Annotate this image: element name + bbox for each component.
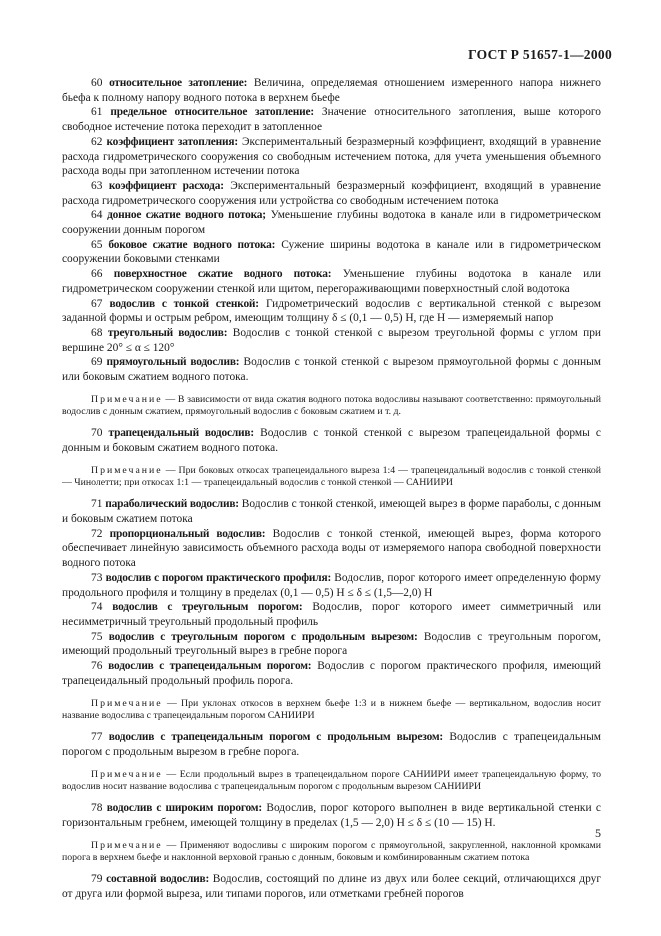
note-text: — Применяют водосливы с широким порогом с прямоугольной, закругленной, наклонной кромками порога в верхнем бьефе и наклонной верховой гранью с донным, боковым и комбинированным сжатием потока (62, 839, 601, 863)
term-name: водослив с треугольным порогом: (112, 601, 303, 614)
term-entry (62, 76, 601, 105)
term-name: относительное затопление: (109, 77, 248, 89)
term-name: предельное относительное затопление: (110, 106, 314, 119)
term-definition: Экспериментальный безразмерный коэффициент, входящий в уравнение расхода гидрометрического сооружения со свободным истечением потока, для учета уменьшения объемного расхода воды при затопленном истечении потока (62, 135, 601, 178)
term-name: прямоугольный водослив: (106, 356, 240, 369)
term-entry (62, 659, 601, 688)
term-name: коэффициент расхода: (108, 179, 224, 192)
note-text: — При боковых откосах трапецеидального выреза 1:4 — трапецеидальный водослив с тонкой стенкой — Чинолетти; при откосах 1:1 — трапецеидальный водослив с тонкой стенкой — САНИИРИ (62, 464, 601, 489)
term-number: 70 (91, 427, 103, 440)
term-name: водослив с порогом практического профиля: (105, 571, 332, 584)
term-definition: Водослив, состоящий по длине из двух или более секций, отличающихся друг от друга или формой выреза, или типами порогов, или отметками гребней порогов (62, 873, 601, 900)
term-definition: Водослив с тонкой стенкой, имеющей вырез в форме параболы, с донным и боковым сжатием потока (62, 498, 601, 526)
note-text: — В зависимости от вида сжатия водного потока водосливы называют соответственно: прямоугольный водослив с донным сжатием, прямоугольный водослив с боковым сжатием и т. д. (62, 393, 601, 418)
term-definition: Водослив с треугольным порогом, имеющий продольный треугольный вырез в гребне порога (62, 630, 601, 658)
term-number: 76 (91, 660, 103, 673)
term-name: водослив с тонкой стенкой: (109, 297, 259, 310)
term-number: 72 (91, 527, 103, 540)
term-entry (62, 497, 601, 526)
note-paragraph (62, 769, 601, 794)
note-label: Примечание (91, 393, 163, 405)
term-number: 64 (91, 209, 103, 222)
term-number: 67 (91, 297, 103, 310)
term-number: 65 (91, 238, 103, 251)
term-number: 60 (91, 77, 103, 89)
term-number: 79 (91, 873, 103, 886)
term-definition: Водослив с трапецеидальным порогом с продольным вырезом в гребне порога. (62, 731, 602, 758)
term-definition: Водослив, порог которого имеет определенную форму продольного профиля и толщину в пределах (0,1 — 0,5) H ≤ δ ≤ (1,5—2,0) H (62, 571, 601, 599)
term-entry (62, 600, 601, 629)
note-label: Примечание (91, 697, 163, 709)
note-paragraph (62, 698, 601, 723)
term-definition: Водослив с тонкой стенкой с вырезом треугольной формы с углом при вершине 20° ≤ α ≤ 120° (62, 326, 601, 354)
term-number: 69 (91, 356, 103, 369)
note-label: Примечание (91, 839, 163, 851)
term-entry (62, 297, 601, 326)
term-entry (62, 105, 601, 134)
term-number: 78 (91, 802, 103, 815)
term-name: боковое сжатие водного потока: (108, 238, 276, 251)
term-number: 77 (91, 731, 103, 744)
term-name: водослив с треугольным порогом с продольным вырезом: (108, 630, 418, 643)
term-name: водослив с трапецеидальным порогом: (108, 660, 312, 673)
term-entry (62, 135, 601, 179)
term-name: водослив с широким порогом: (106, 802, 262, 815)
term-definition: Водослив, порог которого выполнен в виде вертикальной стенки с горизонтальным гребнем, имеющей толщину в пределах (1,5 — 2,0) H ≤ δ ≤ (10 — 15) H. (62, 802, 601, 829)
term-number: 68 (91, 326, 103, 339)
term-entry (62, 326, 601, 355)
term-number: 62 (91, 135, 103, 148)
term-definition: Сужение ширины водотока в канале или в гидрометрическом сооружении боковыми стенками (62, 238, 601, 266)
term-entry (62, 179, 601, 208)
note-text: — Если продольный вырез в трапецеидальном пороге САНИИРИ имеет трапецеидальную форму, то водослив носит название водослива с трапецеидальным порогом с продольным вырезом САНИИРИ (62, 768, 602, 792)
term-definition: Водослив с тонкой стенкой, имеющей вырез, форма которого обеспечивает линейную зависимость объемного расхода воды от измеряемого напора свободной поверхности водного потока (62, 527, 601, 570)
note-label: Примечание (91, 464, 163, 476)
term-name: водослив с трапецеидальным порогом с продольным вырезом: (108, 731, 444, 744)
term-name: составной водослив: (106, 873, 210, 886)
term-name: донное сжатие водного потока; (107, 209, 266, 222)
term-number: 61 (91, 106, 103, 119)
term-number: 75 (91, 630, 103, 643)
term-entry (62, 208, 601, 237)
term-entry (62, 630, 601, 659)
note-paragraph (62, 394, 601, 419)
term-definition: Гидрометрический водослив с вертикальной стенкой с вырезом заданной формы и острым ребром, имеющим толщину δ ≤ (0,1 — 0,5) H, где H — измеряемый напор (62, 297, 601, 325)
term-number: 71 (91, 498, 103, 511)
term-name: параболический водослив: (105, 498, 239, 511)
term-definition: Экспериментальный безразмерный коэффициент, входящий в уравнение расхода гидрометрического сооружения или устройства со свободным истечением потока (62, 179, 601, 207)
term-definition: Водослив, порог которого имеет симметричный или несимметричный треугольный продольный профиль (62, 601, 602, 628)
term-definition: Уменьшение глубины водотока в канале или в гидрометрическом сооружении донным порогом (62, 209, 601, 237)
term-name: пропорциональный водослив: (109, 527, 266, 540)
term-entry (62, 801, 601, 830)
term-number: 63 (91, 179, 103, 192)
term-definition: Водослив с порогом практического профиля, имеющий трапецеидальный продольный профиль порога. (62, 660, 602, 687)
term-entry (62, 730, 601, 759)
note-label: Примечание (91, 768, 163, 780)
term-definition: Уменьшение глубины водотока в канале или гидрометрическом сооружении стенкой или щитом, перегораживающими поверхностный слой водотока (62, 268, 601, 295)
term-name: коэффициент затопления: (106, 135, 238, 148)
term-definition: Водослив с тонкой стенкой с вырезом трапецеидальной формы с донным и боковым сжатием водного потока. (62, 427, 601, 455)
term-entry (62, 527, 601, 571)
term-definition: Водослив с тонкой стенкой с вырезом прямоугольной формы с донным или боковым сжатием водного потока. (62, 356, 601, 384)
term-entry (62, 355, 601, 384)
term-entry (62, 238, 601, 267)
term-entry (62, 426, 601, 455)
page-number: 5 (595, 826, 601, 840)
term-definition: Значение относительного затопления, выше которого свободное истечение потока переходит в затопленное (62, 106, 601, 134)
term-number: 66 (91, 268, 103, 281)
term-entry (62, 571, 601, 600)
term-name: трапецеидальный водослив: (108, 427, 254, 440)
note-paragraph (62, 840, 601, 865)
term-number: 73 (91, 571, 103, 584)
note-paragraph (62, 465, 601, 490)
term-name: треугольный водослив: (107, 326, 228, 339)
term-number: 74 (91, 601, 103, 614)
document-body (62, 76, 601, 902)
term-entry (62, 267, 601, 296)
term-definition: Величина, определяемая отношением измеренного напора нижнего бьефа к полному напору водного потока в верхнем бьефе (62, 77, 601, 104)
note-text: — При уклонах откосов в верхнем бьефе 1:3 и в нижнем бьефе — вертикальном, водослив носит название водослива с трапецеидальным порогом САНИИРИ (62, 697, 601, 721)
term-entry (62, 872, 601, 901)
term-name: поверхностное сжатие водного потока: (113, 268, 332, 281)
document-header: ГОСТ Р 51657-1—2000 (468, 47, 612, 62)
